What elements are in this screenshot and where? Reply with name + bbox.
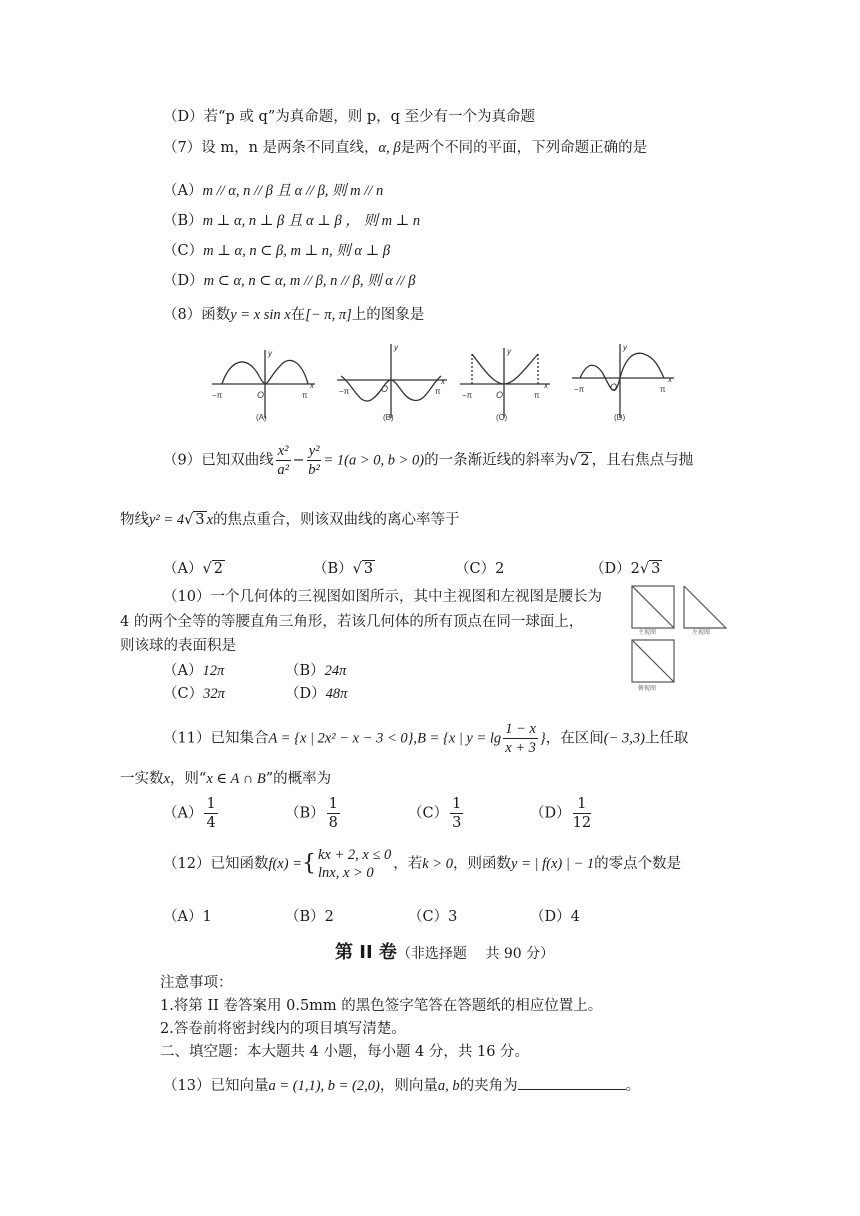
q11-option-c — [408, 795, 465, 832]
q12-case1: kx + 2, x ≤ 0 — [317, 847, 392, 863]
option-label: （B） — [285, 909, 325, 925]
q13-ab: a, b — [437, 1078, 460, 1094]
q10-line3: 则该球的表面积是 — [120, 638, 236, 654]
graph-tick-right: π — [302, 391, 308, 400]
option-label: （B） — [285, 805, 325, 822]
radicand: 2 — [213, 561, 223, 577]
q9-minus: − — [292, 452, 305, 469]
q9-stem — [163, 442, 693, 479]
q9-option-d — [590, 557, 662, 578]
option-math: m ⊥ α, n ⊂ β, m ⊥ n, 则 α ⊥ β — [203, 243, 391, 259]
frac-num: 1 − x — [505, 721, 536, 737]
q7-option-c — [163, 241, 390, 261]
q9-label: （9）已知双曲线 — [163, 452, 274, 469]
frac-den: 4 — [206, 815, 216, 831]
graph-x-label: x — [310, 381, 314, 390]
q12-mid: ，若 — [393, 856, 423, 872]
q13-label: （13）已知向量 — [163, 1078, 269, 1094]
q7-stem — [163, 138, 647, 158]
q12-cond: k > 0 — [422, 856, 454, 872]
q13-end: 。 — [625, 1078, 641, 1094]
q9-parabola-root: √ 3 — [184, 512, 205, 528]
radicand: 3 — [363, 561, 374, 577]
q7-option-d — [163, 271, 415, 291]
graph-origin: O — [381, 384, 389, 394]
option-math: m // α, n // β 且 α // β, 则 m // n — [202, 183, 384, 199]
option-value: 32π — [203, 686, 225, 702]
graph-origin: O — [257, 390, 265, 400]
q10-option-d — [285, 682, 347, 703]
q11-label: （11）已知集合 — [163, 730, 269, 747]
graph-x-label: x — [668, 375, 672, 384]
q11-after: ，在区间 — [545, 730, 604, 747]
option-label: （C） — [455, 561, 496, 577]
graph-origin: O — [610, 382, 618, 392]
option-value: 24π — [324, 663, 347, 679]
q11-set-b-post: } — [539, 730, 546, 747]
q8-stem-after: 上的图象是 — [351, 307, 425, 323]
q8-stem — [163, 305, 424, 325]
option-value: 1 — [202, 909, 212, 925]
option-label: （A） — [163, 183, 203, 199]
q8-graph-b — [337, 343, 447, 422]
graph-tick-right: π — [534, 391, 540, 400]
graph-x-label: x — [544, 381, 548, 390]
graph-tick-left: −π — [212, 391, 223, 400]
option-value: 4 — [570, 909, 580, 925]
graph-tag: (A) — [256, 413, 267, 422]
q7-stem-after: 是两个不同的平面，下列命题正确的是 — [400, 140, 648, 156]
option-label: （D） — [590, 561, 631, 577]
radicand: 2 — [580, 452, 590, 469]
q11-after2: 上任取 — [644, 730, 689, 747]
q9-parabola-left: y² = 4 — [149, 512, 185, 528]
frac-den: 8 — [328, 815, 338, 831]
option-value: 2 — [495, 561, 505, 577]
q10-option-b — [285, 659, 346, 680]
front-view-label: 主视图 — [638, 630, 657, 636]
q6-option-d: （D）若“p 或 q”为真命题，则 p，q 至少有一个为真命题 — [163, 109, 536, 125]
q9-equation-rhs: = 1(a > 0, b > 0) — [323, 452, 425, 469]
q13-vectors: a = (1,1), b = (2,0) — [268, 1078, 380, 1094]
radicand: 3 — [195, 512, 205, 528]
option-label: （B） — [313, 561, 353, 577]
q13-after: 的夹角为 — [459, 1078, 518, 1094]
q11-var: x — [163, 771, 170, 787]
option-label: （C） — [163, 686, 204, 702]
q8-graph-c — [460, 347, 550, 422]
top-view — [632, 640, 674, 692]
q9-fraction-x — [276, 442, 291, 479]
graph-tick-left: −π — [574, 385, 585, 394]
option-value: 12π — [202, 663, 225, 679]
side-view-label: 左视图 — [692, 630, 711, 636]
option-root: √ 3 — [639, 561, 661, 577]
option-math: m ⊂ α, n ⊂ α, m // β, n // β, 则 α // β — [203, 273, 416, 289]
option-math: m ⊥ α, n ⊥ β 且 α ⊥ β ， 则 m ⊥ n — [202, 213, 421, 229]
frac-den: x + 3 — [505, 740, 536, 756]
frac-num: 1 — [573, 795, 591, 814]
q12-label: （12）已知函数 — [163, 856, 269, 872]
q9-mid: 的一条渐近线的斜率为 — [424, 452, 570, 469]
option-label: （B） — [163, 213, 203, 229]
graph-x-label: x — [441, 377, 445, 386]
radicand: 3 — [651, 561, 661, 577]
q11-stem — [163, 720, 688, 757]
graph-tick-right: π — [435, 387, 441, 396]
q7-option-b — [163, 211, 420, 231]
q9-line2-before: 物线 — [120, 512, 149, 528]
q9-fraction-y — [307, 442, 322, 479]
q11-set-b-pre: B = {x | y = lg — [417, 730, 502, 747]
q9-option-b — [313, 557, 375, 578]
q8-interval: [− π, π] — [305, 307, 352, 323]
option-value: 48π — [325, 686, 348, 702]
graph-tick-left: −π — [462, 391, 473, 400]
q12-after: 的零点个数是 — [594, 856, 682, 872]
q9-option-c — [455, 557, 504, 578]
q12-case2: lnx, x > 0 — [317, 865, 374, 881]
frac-num: x² — [277, 443, 289, 459]
q12-cases — [318, 846, 391, 882]
q10-option-c — [163, 682, 225, 703]
q8-graph-a — [212, 349, 315, 422]
part2-title: 第 II 卷 — [335, 942, 397, 963]
option-label: （A） — [163, 805, 203, 822]
frac-den: a² — [277, 462, 289, 478]
graph-tick-right: π — [660, 385, 666, 394]
graph-origin: O — [496, 390, 504, 400]
option-label: （C） — [408, 909, 449, 925]
graph-tag: (B) — [383, 413, 394, 422]
side-view — [684, 586, 726, 636]
q12-stem — [163, 846, 681, 882]
q12-option-b — [285, 905, 334, 926]
option-label: （B） — [285, 663, 325, 679]
option-fraction — [573, 795, 591, 832]
q9-line2-after: 的焦点重合，则该双曲线的离心率等于 — [213, 512, 460, 528]
option-label: （C） — [408, 805, 449, 822]
option-root: √ 2 — [202, 561, 223, 577]
option-fraction — [327, 795, 340, 832]
q10-three-view-figure — [628, 584, 738, 696]
option-fraction — [204, 795, 217, 832]
q8-graph-figure — [210, 340, 680, 425]
graph-y-label: y — [268, 349, 272, 358]
graph-y-label: y — [623, 343, 627, 352]
option-label: （D） — [163, 273, 204, 289]
q11-option-b — [285, 795, 342, 832]
part2-heading — [335, 938, 554, 964]
option-label: （D） — [285, 686, 326, 702]
q10-line1: （10）一个几何体的三视图如图所示，其中主视图和左视图是腰长为 — [163, 589, 602, 605]
option-label: （A） — [163, 909, 203, 925]
q9-slope: √ 2 — [569, 452, 590, 469]
front-view — [632, 586, 674, 636]
q9-after: ，且右焦点与抛 — [591, 452, 694, 469]
q9-option-a — [163, 557, 225, 578]
option-label: （D） — [530, 805, 571, 822]
top-view-label: 俯视图 — [638, 686, 657, 692]
q10-line2: 4 的两个全等的等腰直角三角形，若该几何体的所有顶点在同一球面上， — [120, 614, 584, 630]
option-label: （A） — [163, 561, 203, 577]
q13-stem — [163, 1075, 640, 1096]
q8-function: y = x sin x — [230, 307, 291, 323]
frac-num: 1 — [328, 796, 338, 812]
q11-fraction — [503, 720, 538, 757]
part2-subtitle: （非选择题 共 90 分） — [396, 946, 555, 962]
graph-y-label: y — [507, 347, 511, 356]
graph-tick-left: −π — [339, 387, 350, 396]
q9-stem-line2 — [120, 510, 460, 530]
graph-tag: (D) — [614, 413, 626, 422]
q11-event: x ∈ A ∩ B — [206, 771, 266, 787]
q8-stem-mid: 在 — [290, 307, 306, 323]
q12-option-d — [530, 905, 580, 926]
notice-title: 注意事项： — [160, 975, 233, 991]
option-value: 3 — [448, 909, 458, 925]
q9-parabola-right: x — [206, 512, 213, 528]
option-label: （D） — [530, 909, 571, 925]
option-value: 2 — [324, 909, 334, 925]
q13-answer-blank[interactable] — [518, 1075, 626, 1090]
q7-stem-math: α, β — [378, 140, 401, 156]
frac-num: 1 — [452, 796, 462, 812]
frac-den: b² — [308, 462, 320, 478]
q11-line2-mid: ，则“ — [169, 771, 207, 787]
frac-den: 3 — [452, 815, 462, 831]
q12-mid2: ，则函数 — [453, 856, 512, 872]
graph-y-label: y — [394, 343, 398, 352]
q12-option-c — [408, 905, 457, 926]
q7-stem-before: （7）设 m，n 是两条不同直线， — [163, 140, 379, 156]
graph-tag: (C) — [496, 413, 508, 422]
q11-line2-post: ”的概率为 — [265, 771, 332, 787]
q7-option-a — [163, 181, 383, 201]
q11-set-a: A = {x | 2x² − x − 3 < 0}, — [268, 730, 418, 747]
notice-item-2: 2.答卷前将密封线内的项目填写清楚。 — [160, 1021, 406, 1037]
option-label: （A） — [163, 663, 203, 679]
q11-option-a — [163, 795, 220, 832]
frac-num: y² — [308, 443, 320, 459]
q11-stem-line2 — [120, 769, 331, 789]
q11-line2-pre: 一实数 — [120, 771, 164, 787]
q13-mid: ，则向量 — [379, 1078, 438, 1094]
option-root: √ 3 — [352, 561, 374, 577]
q8-stem-before: （8）函数 — [163, 307, 231, 323]
section-heading: 二、填空题：本大题共 4 小题，每小题 4 分，共 16 分。 — [160, 1044, 530, 1060]
q12-brace: { — [301, 851, 316, 876]
q11-interval: (− 3,3) — [603, 730, 645, 747]
q10-option-a — [163, 659, 224, 680]
frac-den: 12 — [572, 815, 592, 831]
option-fraction — [450, 795, 463, 832]
q12-option-a — [163, 905, 212, 926]
q12-fx: f(x) = — [268, 856, 302, 872]
frac-num: 1 — [206, 796, 216, 812]
option-label: （C） — [163, 243, 204, 259]
option-coefficient: 2 — [630, 561, 640, 577]
q12-gx: y = | f(x) | − 1 — [511, 856, 595, 872]
q8-graph-d — [572, 343, 674, 422]
q11-option-d — [530, 795, 593, 832]
notice-item-1: 1.将第 II 卷答案用 0.5mm 的黑色签字笔答在答题纸的相应位置上。 — [160, 998, 603, 1014]
